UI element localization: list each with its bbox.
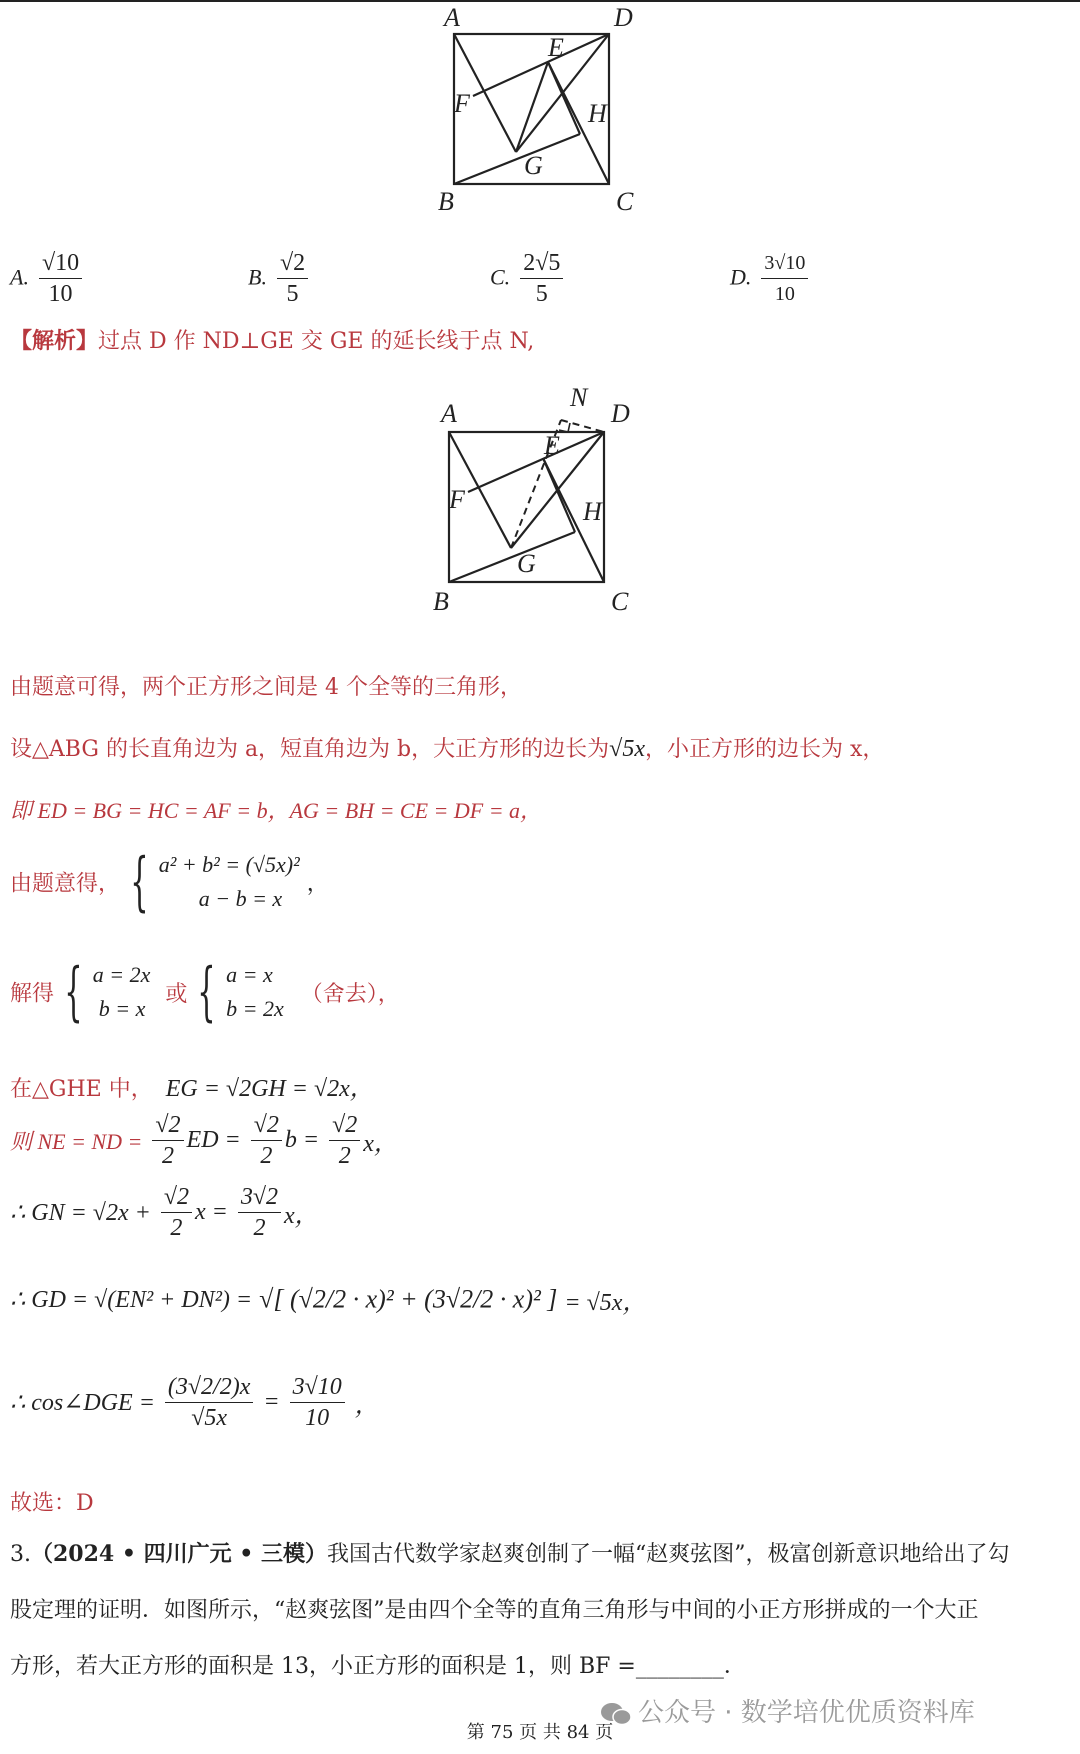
watermark: 公众号 · 数学培优优质资料库 — [600, 1692, 975, 1729]
fig1-label-A: A — [444, 3, 460, 32]
step-2: 设△ABG 的长直角边为 a，短直角边为 b，大正方形的边长为√5x，小正方形的边长为 x， — [10, 736, 885, 762]
q3-line-2: 股定理的证明．如图所示，“赵爽弦图”是由四个全等的直角三角形与中间的小正方形拼成的一个大正 — [10, 1598, 979, 1623]
analysis-tag: 【解析】 — [10, 328, 99, 354]
answer-blank[interactable]: ________ — [635, 1654, 724, 1679]
step-1: 由题意可得，两个正方形之间是 4 个全等的三角形， — [10, 675, 522, 700]
answer: 故选：D — [10, 1491, 94, 1516]
step-6: 在△GHE 中， EG = √2GH = √2x， — [10, 1076, 374, 1102]
option-b[interactable]: B. $\frac{√2}{5}$ — [248, 248, 311, 309]
fig1-label-H: H — [588, 99, 607, 128]
fig1-label-E: E — [548, 33, 564, 62]
figure-square-diagram-2 — [425, 378, 665, 648]
step-3: 即 ED = BG = HC = AF = b，AG = BH = CE = DF = a， — [10, 798, 543, 823]
fig2-label-H: H — [583, 497, 602, 526]
fig1-label-D: D — [614, 3, 633, 32]
step-10: ∴ cos∠DGE = $\frac{(3√2/2)x}{√5x}$ = $\frac{3√10}{10}$ ， — [10, 1374, 379, 1431]
page-footer: 第 75 页 共 84 页 — [466, 1722, 614, 1743]
option-d[interactable]: D. $\frac{3√10}{10}$ — [730, 248, 811, 309]
question-3 — [10, 1526, 1070, 1695]
fig1-label-B: B — [438, 187, 454, 216]
fig2-label-C: C — [611, 587, 629, 616]
step-7: 则 NE = ND = $\frac{√2}{2}$ ED = $\frac{√2}{2}$ b = $\frac{√2}{2}$ x， — [10, 1112, 398, 1169]
option-a[interactable]: A. $\frac{√10}{10}$ — [10, 248, 85, 309]
analysis-intro — [10, 324, 534, 355]
step-8: ∴ GN = √2x + $\frac{√2}{2}$ x = $\frac{3√2}{2}$ x， — [10, 1184, 319, 1241]
fig1-label-G: G — [524, 151, 543, 180]
step-4: 由题意得， { a² + b² = (√5x)² a − b = x ， — [10, 845, 329, 919]
fig2-label-N: N — [570, 383, 588, 412]
fig2-label-D: D — [611, 399, 630, 428]
q3-line-1: 3.（2024 • 四川广元 • 三模）我国古代数学家赵爽创制了一幅“赵爽弦图”，极富创新意识地给出了勾 — [10, 1541, 1010, 1567]
fig2-label-F: F — [449, 485, 465, 514]
option-c[interactable]: C. $\frac{2√5}{5}$ — [490, 248, 566, 309]
analysis-text: 过点 D 作 ND⊥GE 交 GE 的延长线于点 N, — [98, 329, 535, 354]
step-9: ∴ GD = √(EN² + DN²) = √[ (√2/2 · x)² + (3√2/2 · x)² ] = √5x， — [10, 1284, 647, 1316]
fig2-label-G: G — [517, 549, 536, 578]
q3-line-3: 方形，若大正方形的面积是 13，小正方形的面积是 1，则 BF =________． — [10, 1654, 746, 1679]
fig2-label-A: A — [441, 399, 457, 428]
fig2-label-E: E — [544, 431, 560, 460]
figure-square-diagram-1 — [430, 0, 660, 235]
fig2-label-B: B — [433, 587, 449, 616]
fig1-label-F: F — [454, 89, 470, 118]
fig1-label-C: C — [616, 187, 634, 216]
step-5: 解得 { a = 2x b = x 或 { a = x b = 2x （舍去）， — [10, 955, 400, 1029]
